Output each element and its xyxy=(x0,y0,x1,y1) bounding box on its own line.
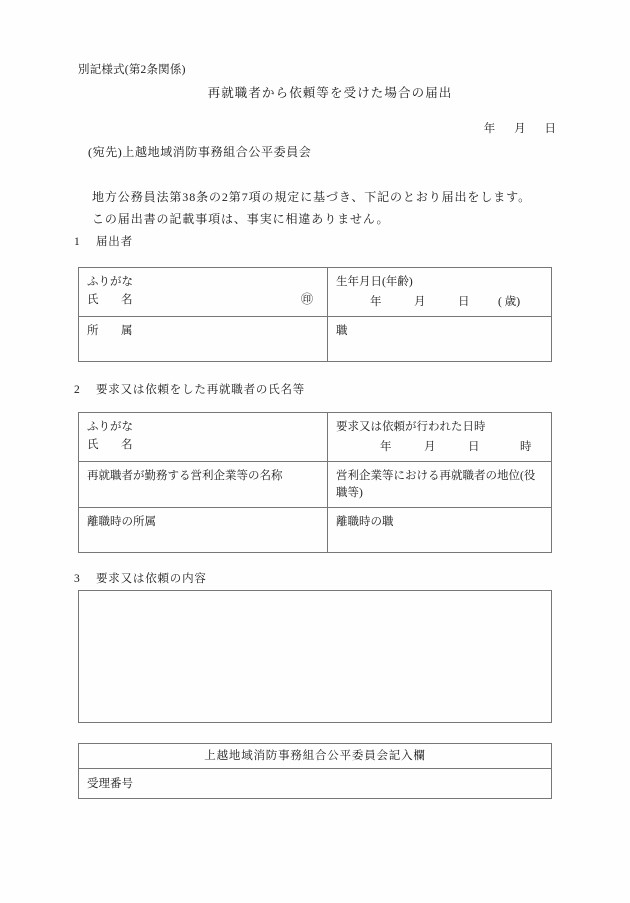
table-row xyxy=(79,508,552,553)
table-row xyxy=(79,461,552,508)
request-day-label: 日 xyxy=(468,440,480,453)
section-number-1: 1 xyxy=(74,236,81,248)
birthdate-month-label: 月 xyxy=(414,295,426,308)
furigana-label: ふりがな xyxy=(87,421,133,433)
statement-paragraph-1: 地方公務員法第38条の2第7項の規定に基づき、下記のとおり届出をします。 xyxy=(92,190,531,204)
section-heading-2 xyxy=(74,381,305,397)
section-heading-1 xyxy=(74,233,133,249)
birthdate-year-label: 年 xyxy=(370,295,382,308)
company-name-cell[interactable] xyxy=(79,461,328,508)
company-position-cell[interactable] xyxy=(328,461,552,508)
submission-date-line xyxy=(484,120,556,136)
date-month-label: 月 xyxy=(514,123,526,135)
table-row xyxy=(79,268,552,317)
birthdate-label: 生年月日(年齢) xyxy=(336,276,413,288)
affiliation-label: 所 属 xyxy=(87,324,133,337)
declarant-name-cell[interactable] xyxy=(79,268,328,317)
request-year-label: 年 xyxy=(380,440,392,453)
name-label: 氏 名 xyxy=(87,293,133,306)
former-position-label: 離職時の職 xyxy=(336,516,394,529)
seal-icon: ㊞ xyxy=(300,291,313,306)
declarant-birthdate-cell[interactable] xyxy=(328,268,552,317)
reemployed-name-cell[interactable] xyxy=(79,413,328,462)
table-row xyxy=(79,413,552,462)
committee-header-cell: 上越地域消防事務組合公平委員会記入欄 xyxy=(79,744,552,769)
birthdate-age-label: ( 歳) xyxy=(498,295,521,308)
company-position-label: 営利企業等における再就職者の地位(役職等) xyxy=(336,469,536,500)
request-datetime-blank-line xyxy=(336,439,543,457)
date-day-label: 日 xyxy=(544,123,556,135)
name-row xyxy=(87,292,319,310)
name-label: 氏 名 xyxy=(87,438,133,451)
receipt-number-cell[interactable] xyxy=(79,769,552,799)
former-affiliation-label: 離職時の所属 xyxy=(87,516,156,529)
birthdate-day-label: 日 xyxy=(458,295,470,308)
request-datetime-label: 要求又は依頼が行われた日時 xyxy=(336,421,486,433)
table-row xyxy=(79,769,552,799)
section-heading-3 xyxy=(74,570,207,586)
section-title-3: 要求又は依頼の内容 xyxy=(96,573,207,585)
former-affiliation-cell[interactable] xyxy=(79,508,328,553)
section-title-1: 届出者 xyxy=(96,236,133,248)
committee-table xyxy=(78,743,552,799)
declarant-table xyxy=(78,267,552,362)
birthdate-blank-line xyxy=(336,294,543,312)
furigana-label: ふりがな xyxy=(87,276,133,288)
reemployed-person-table xyxy=(78,412,552,553)
addressee-line: (宛先)上越地域消防事務組合公平委員会 xyxy=(88,145,312,159)
table-row xyxy=(79,744,552,769)
receipt-number-label: 受理番号 xyxy=(87,777,133,790)
section-number-3: 3 xyxy=(74,573,81,585)
form-code-label: 別記様式(第2条関係) xyxy=(78,64,186,76)
statement-paragraph-2: この届出書の記載事項は、事実に相違ありません。 xyxy=(92,212,390,226)
company-name-label: 再就職者が勤務する営利企業等の名称 xyxy=(87,469,283,482)
position-label: 職 xyxy=(336,324,348,337)
date-year-label: 年 xyxy=(483,123,496,135)
declarant-affiliation-cell[interactable] xyxy=(79,316,328,361)
request-content-box[interactable] xyxy=(78,590,552,723)
request-hour-label: 時 xyxy=(520,440,532,453)
request-month-label: 月 xyxy=(424,440,436,453)
section-title-2: 要求又は依頼をした再就職者の氏名等 xyxy=(96,384,306,396)
table-row xyxy=(79,316,552,361)
declarant-position-cell[interactable] xyxy=(328,316,552,361)
former-position-cell[interactable] xyxy=(328,508,552,553)
document-title: 再就職者から依頼等を受けた場合の届出 xyxy=(207,86,453,100)
section-number-2: 2 xyxy=(74,384,81,396)
request-datetime-cell[interactable] xyxy=(328,413,552,462)
